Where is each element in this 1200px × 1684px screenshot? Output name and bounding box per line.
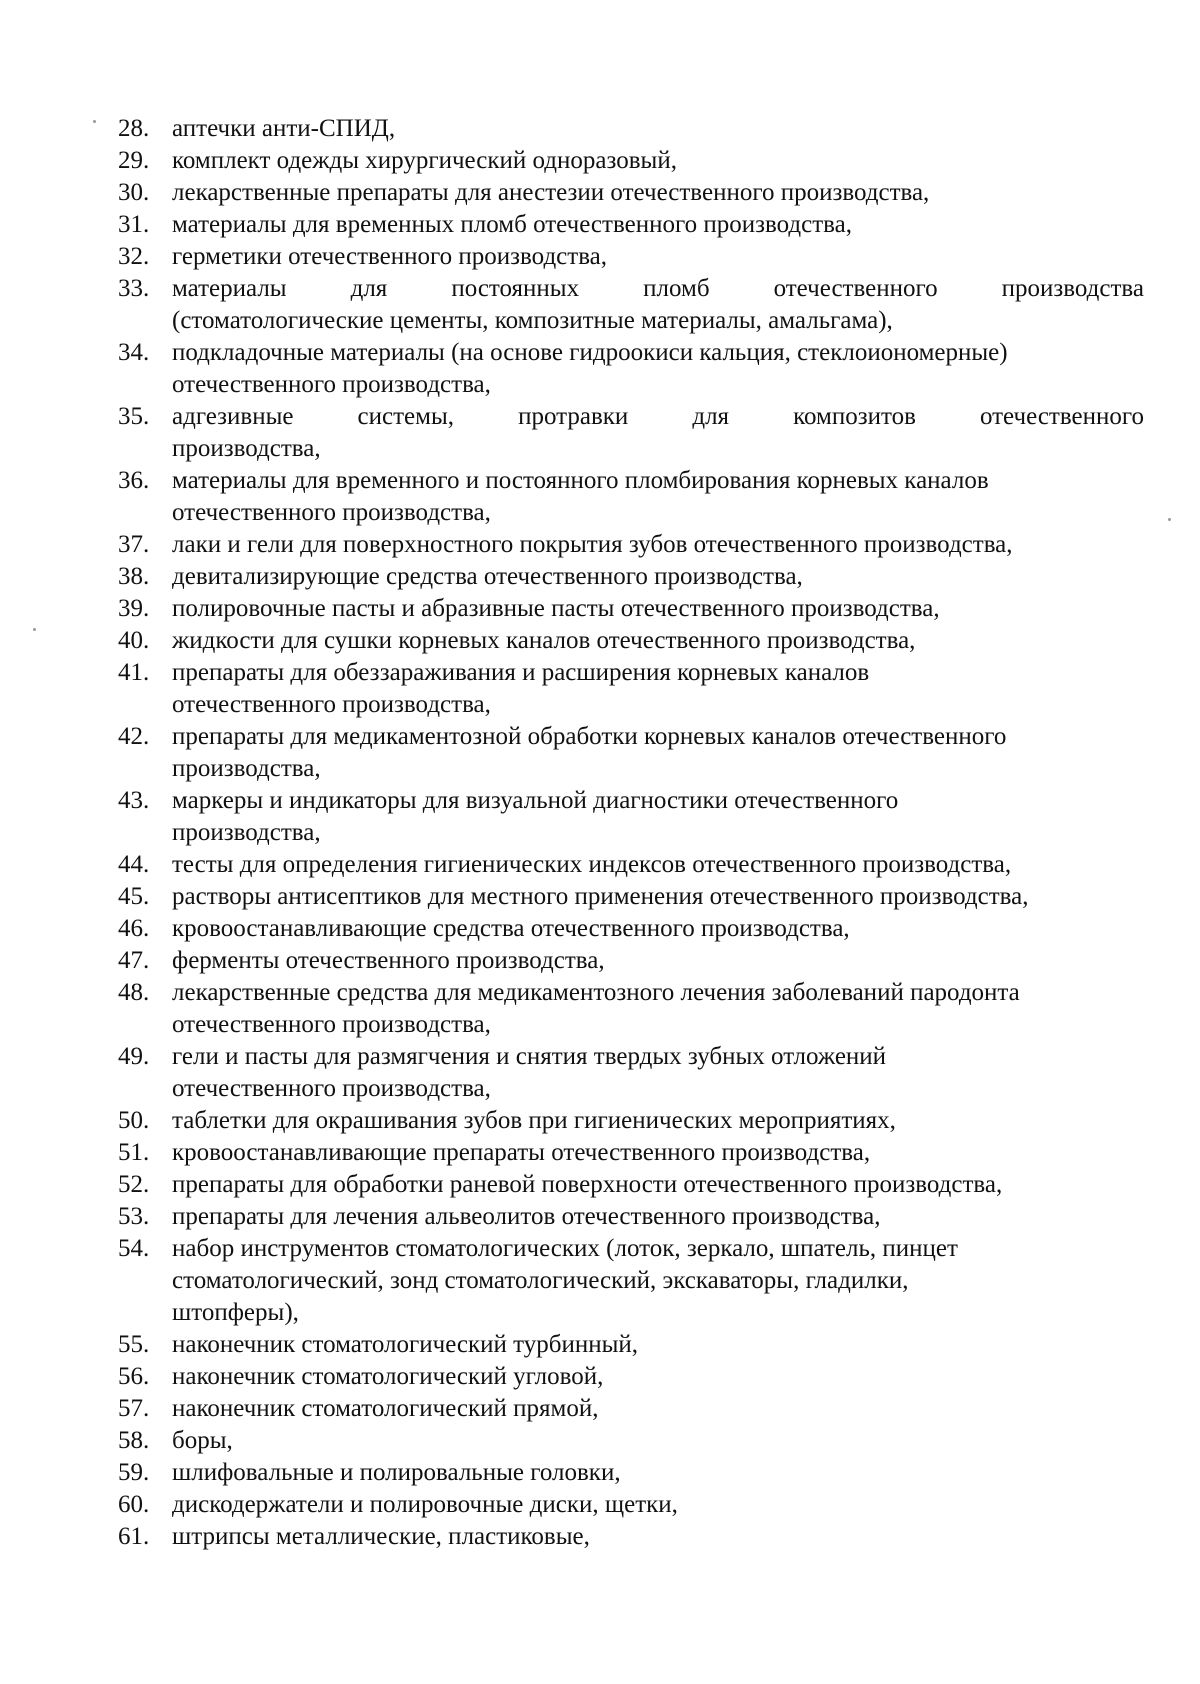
list-item-line: наконечник стоматологический прямой,: [172, 1395, 599, 1422]
list-item: [118, 465, 1144, 529]
list-item-line: штопферы),: [172, 1299, 299, 1326]
list-item-text: [172, 561, 1144, 593]
list-item-text: [172, 1393, 1144, 1425]
list-item-number: 31.: [118, 211, 150, 238]
list-item-text: [172, 1105, 1144, 1137]
list-item-line: производства,: [172, 755, 321, 782]
list-item: [118, 1489, 1144, 1521]
list-item-line: лекарственные препараты для анестезии отечественного производства,: [172, 179, 930, 206]
list-item: [118, 1041, 1144, 1105]
list-item-text: [172, 1041, 1144, 1105]
list-item-number: 42.: [118, 723, 150, 750]
list-item-line: отечественного производства,: [172, 499, 491, 526]
list-item-number: 32.: [118, 243, 150, 270]
list-item-line: гели и пасты для размягчения и снятия твердых зубных отложений: [172, 1043, 887, 1070]
list-item: [118, 625, 1144, 657]
list-item-number: 38.: [118, 563, 150, 590]
list-item-text: [172, 1489, 1144, 1521]
list-item-line: боры,: [172, 1427, 233, 1454]
list-item-number: 35.: [118, 403, 150, 430]
list-item-line: наконечник стоматологический турбинный,: [172, 1331, 639, 1358]
list-item: [118, 401, 1144, 465]
list-item-number: 48.: [118, 979, 150, 1006]
list-item-text: [172, 529, 1144, 561]
list-item-number: 33.: [118, 275, 150, 302]
list-item-number: 60.: [118, 1491, 150, 1518]
list-item-line: лекарственные средства для медикаментозного лечения заболеваний пародонта: [172, 979, 1020, 1006]
list-item-number: 51.: [118, 1139, 150, 1166]
list-item-number: 30.: [118, 179, 150, 206]
list-item-number: 41.: [118, 659, 150, 686]
list-item-line: материалы для временных пломб отечественного производства,: [172, 211, 852, 238]
list-item-line: штрипсы металлические, пластиковые,: [172, 1523, 590, 1550]
list-item-text: [172, 881, 1144, 913]
list-item-number: 50.: [118, 1107, 150, 1134]
list-item: [118, 273, 1144, 337]
list-item-line: ферменты отечественного производства,: [172, 947, 605, 974]
list-item-number: 53.: [118, 1203, 150, 1230]
list-item: [118, 1233, 1144, 1329]
list-item: [118, 1201, 1144, 1233]
list-item-number: 34.: [118, 339, 150, 366]
list-item-line: растворы антисептиков для местного применения отечественного производства,: [172, 883, 1029, 910]
list-item-text: [172, 977, 1144, 1041]
list-item: [118, 1169, 1144, 1201]
scan-speck: [33, 628, 36, 631]
list-item-number: 37.: [118, 531, 150, 558]
list-item: [118, 1105, 1144, 1137]
list-item-text: [172, 401, 1144, 465]
list-item-line: шлифовальные и полировальные головки,: [172, 1459, 621, 1486]
list-item-line: препараты для лечения альвеолитов отечественного производства,: [172, 1203, 881, 1230]
list-item-line: отечественного производства,: [172, 371, 491, 398]
list-item-text: [172, 625, 1144, 657]
list-item-text: [172, 849, 1144, 881]
list-item-text: [172, 913, 1144, 945]
list-item: [118, 241, 1144, 273]
scan-speck: [93, 120, 96, 123]
list-item: [118, 913, 1144, 945]
list-item-line: кровоостанавливающие средства отечественного производства,: [172, 915, 850, 942]
list-item-text: [172, 721, 1144, 785]
list-item-text: [172, 113, 1144, 145]
list-item-line: аптечки анти-СПИД,: [172, 115, 396, 142]
list-item: [118, 529, 1144, 561]
list-item-line: адгезивные системы, протравки для композитов отечественного: [172, 403, 1144, 430]
list-item-text: [172, 209, 1144, 241]
list-item-text: [172, 1201, 1144, 1233]
list-item: [118, 785, 1144, 849]
list-item-line: стоматологический, зонд стоматологический, экскаваторы, гладилки,: [172, 1267, 909, 1294]
list-item-line: отечественного производства,: [172, 1075, 491, 1102]
list-item-line: девитализирующие средства отечественного производства,: [172, 563, 803, 590]
list-item-line: маркеры и индикаторы для визуальной диагностики отечественного: [172, 787, 899, 814]
list-item-text: [172, 273, 1144, 337]
list-item-text: [172, 1233, 1144, 1329]
list-item-line: кровоостанавливающие препараты отечественного производства,: [172, 1139, 871, 1166]
list-item-number: 28.: [118, 115, 150, 142]
list-item-text: [172, 1137, 1144, 1169]
list-item: [118, 1137, 1144, 1169]
list-item-number: 58.: [118, 1427, 150, 1454]
list-item-line: отечественного производства,: [172, 1011, 491, 1038]
list-item: [118, 721, 1144, 785]
list-item: [118, 881, 1144, 913]
list-item: [118, 977, 1144, 1041]
scan-speck: [1168, 518, 1171, 521]
list-item: [118, 113, 1144, 145]
list-item: [118, 177, 1144, 209]
list-item-text: [172, 785, 1144, 849]
list-item: [118, 1393, 1144, 1425]
list-item-text: [172, 945, 1144, 977]
list-item: [118, 1425, 1144, 1457]
list-item-text: [172, 1521, 1144, 1553]
list-item-line: полировочные пасты и абразивные пасты отечественного производства,: [172, 595, 940, 622]
list-item-text: [172, 337, 1144, 401]
list-item-text: [172, 1329, 1144, 1361]
list-item-text: [172, 593, 1144, 625]
list-item-text: [172, 1457, 1144, 1489]
list-item-number: 43.: [118, 787, 150, 814]
list-item-text: [172, 145, 1144, 177]
list-item-line: производства,: [172, 819, 321, 846]
list-item-line: препараты для обработки раневой поверхности отечественного производства,: [172, 1171, 1003, 1198]
list-item-number: 59.: [118, 1459, 150, 1486]
list-item-line: препараты для обеззараживания и расширения корневых каналов: [172, 659, 870, 686]
list-item-number: 57.: [118, 1395, 150, 1422]
list-item-line: дискодержатели и полировочные диски, щетки,: [172, 1491, 678, 1518]
list-item-number: 45.: [118, 883, 150, 910]
list-item: [118, 337, 1144, 401]
list-item-number: 52.: [118, 1171, 150, 1198]
list-item: [118, 1457, 1144, 1489]
list-item-number: 39.: [118, 595, 150, 622]
list-item-number: 55.: [118, 1331, 150, 1358]
list-item-line: материалы для временного и постоянного пломбирования корневых каналов: [172, 467, 989, 494]
list-item-number: 40.: [118, 627, 150, 654]
list-item-number: 56.: [118, 1363, 150, 1390]
list-item: [118, 945, 1144, 977]
list-item-text: [172, 1169, 1144, 1201]
list-item-line: отечественного производства,: [172, 691, 491, 718]
list-item-text: [172, 241, 1144, 273]
list-item-line: (стоматологические цементы, композитные материалы, амальгама),: [172, 307, 893, 334]
list-item-line: подкладочные материалы (на основе гидроокиси кальция, стеклоиономерные): [172, 339, 1008, 366]
list-item-number: 46.: [118, 915, 150, 942]
numbered-list: [118, 113, 1144, 1553]
list-item-text: [172, 1425, 1144, 1457]
list-item-line: тесты для определения гигиенических индексов отечественного производства,: [172, 851, 1012, 878]
list-item: [118, 849, 1144, 881]
list-item-number: 54.: [118, 1235, 150, 1262]
list-item: [118, 209, 1144, 241]
list-item-number: 44.: [118, 851, 150, 878]
list-item: [118, 145, 1144, 177]
list-item-line: жидкости для сушки корневых каналов отечественного производства,: [172, 627, 916, 654]
list-item: [118, 561, 1144, 593]
list-item-line: набор инструментов стоматологических (лоток, зеркало, шпатель, пинцет: [172, 1235, 958, 1262]
list-item: [118, 657, 1144, 721]
list-item-number: 36.: [118, 467, 150, 494]
list-item-line: материалы для постоянных пломб отечественного производства: [172, 275, 1144, 302]
list-item-text: [172, 465, 1144, 529]
list-item-number: 29.: [118, 147, 150, 174]
list-item-line: производства,: [172, 435, 321, 462]
list-item-line: лаки и гели для поверхностного покрытия зубов отечественного производства,: [172, 531, 1013, 558]
list-item-number: 47.: [118, 947, 150, 974]
list-item-number: 61.: [118, 1523, 150, 1550]
list-item: [118, 593, 1144, 625]
list-item-line: препараты для медикаментозной обработки корневых каналов отечественного: [172, 723, 1007, 750]
list-item-line: комплект одежды хирургический одноразовый,: [172, 147, 677, 174]
list-item-text: [172, 177, 1144, 209]
list-item: [118, 1329, 1144, 1361]
list-item: [118, 1521, 1144, 1553]
list-item-line: наконечник стоматологический угловой,: [172, 1363, 604, 1390]
list-item-line: герметики отечественного производства,: [172, 243, 608, 270]
list-item-text: [172, 657, 1144, 721]
list-item-line: таблетки для окрашивания зубов при гигиенических мероприятиях,: [172, 1107, 896, 1134]
list-item-text: [172, 1361, 1144, 1393]
list-item-number: 49.: [118, 1043, 150, 1070]
list-item: [118, 1361, 1144, 1393]
